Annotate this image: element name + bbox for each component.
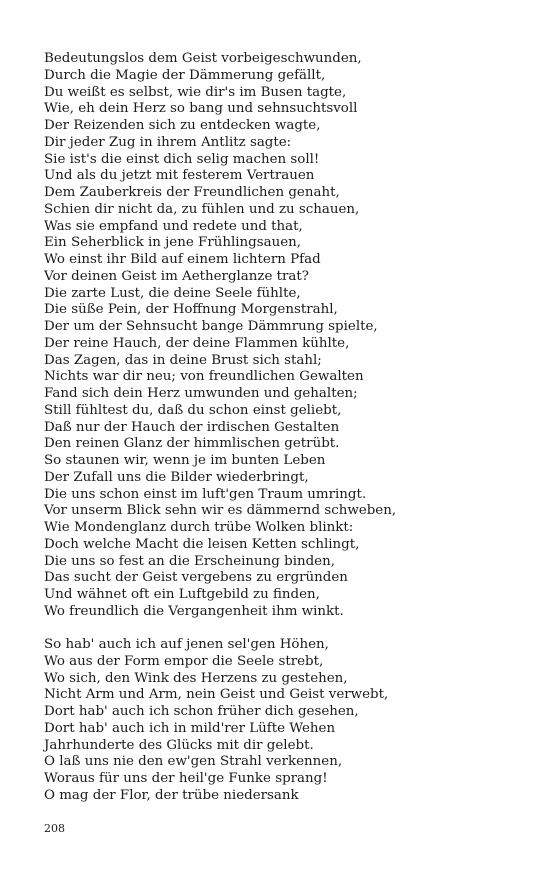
verse-line: Dort hab' auch ich in mild'rer Lüfte Wehen [44, 720, 336, 736]
verse-line: Vor deinen Geist im Aetherglanze trat? [44, 268, 309, 284]
verse-line: Der um der Sehnsucht bange Dämmrung spielte, [44, 319, 378, 334]
verse-line: Was sie empfand und redete und that, [44, 218, 303, 234]
verse-line: Bedeutungslos dem Geist vorbeigeschwunden, [44, 51, 362, 66]
verse-line: Dir jeder Zug in ihrem Antlitz sagte: [44, 134, 292, 150]
page-number: 208 [44, 822, 65, 835]
verse-line: O laß uns nie den ew'gen Strahl verkennen, [44, 754, 343, 770]
verse-line: Nichts war dir neu; von freundlichen Gewalten [44, 369, 364, 385]
verse-line: O mag der Flor, der trübe niedersank [44, 787, 299, 803]
verse-line: Der Zufall uns die Bilder wiederbringt, [44, 469, 309, 485]
verse-line: Still fühltest du, daß du schon einst geliebt, [44, 402, 342, 418]
verse-line: So staunen wir, wenn je im bunten Leben [44, 453, 326, 468]
verse-line: Jahrhunderte des Glücks mit dir gelebt. [44, 737, 314, 753]
verse-line: Sie ist's die einst dich selig machen soll! [44, 151, 320, 167]
verse-line: Doch welche Macht die leisen Ketten schlingt, [44, 536, 360, 552]
verse-line: Wo einst ihr Bild auf einem lichtern Pfad [44, 252, 321, 267]
verse-line: Den reinen Glanz der himmlischen getrübt. [44, 436, 340, 452]
verse-line: Die uns schon einst im luft'gen Traum umringt. [44, 486, 367, 502]
verse-line: Wo sich, den Wink des Herzens zu gestehen, [44, 670, 348, 686]
stanza-2 [44, 637, 388, 805]
verse-line: Und als du jetzt mit festerem Vertrauen [44, 168, 315, 184]
verse-line: Schien dir nicht da, zu fühlen und zu schauen, [44, 201, 360, 217]
verse-line: Nicht Arm und Arm, nein Geist und Geist verwebt, [44, 687, 389, 703]
stanza-1 [44, 51, 396, 621]
verse-line: Die zarte Lust, die deine Seele fühlte, [44, 285, 301, 301]
verse-line: Der reine Hauch, der deine Flammen kühlte, [44, 335, 350, 351]
verse-line: Woraus für uns der heil'ge Funke sprang! [44, 771, 328, 786]
verse-line: Vor unserm Blick sehn wir es dämmernd schweben, [44, 503, 397, 519]
verse-line: Die uns so fest an die Erscheinung binden, [44, 553, 335, 569]
verse-line: So hab' auch ich auf jenen sel'gen Höhen, [44, 637, 329, 652]
verse-line: Der Reizenden sich zu entdecken wagte, [44, 118, 321, 133]
verse-line: Wo aus der Form empor die Seele strebt, [44, 653, 324, 669]
verse-line: Du weißt es selbst, wie dir's im Busen tagte, [44, 84, 347, 100]
verse-line: Dem Zauberkreis der Freundlichen genaht, [44, 185, 340, 200]
verse-line: Das Zagen, das in deine Brust sich stahl; [44, 352, 322, 368]
verse-line: Die süße Pein, der Hoffnung Morgenstrahl, [44, 302, 338, 318]
verse-line: Und wähnet oft ein Luftgebild zu finden, [44, 587, 320, 602]
verse-line: Durch die Magie der Dämmerung gefällt, [44, 67, 326, 83]
verse-line: Wie, eh dein Herz so bang und sehnsuchtsvoll [44, 101, 358, 117]
verse-line: Ein Seherblick in jene Frühlingsauen, [44, 235, 302, 251]
verse-line: Wie Mondenglanz durch trübe Wolken blinkt: [44, 520, 354, 535]
verse-line: Fand sich dein Herz umwunden und gehalten; [44, 386, 358, 401]
verse-line: Wo freundlich die Vergangenheit ihm winkt. [44, 603, 344, 619]
verse-line: Daß nur der Hauch der irdischen Gestalten [44, 419, 340, 435]
verse-line: Dort hab' auch ich schon früher dich gesehen, [44, 704, 359, 719]
verse-line: Das sucht der Geist vergebens zu ergründen [44, 570, 348, 586]
